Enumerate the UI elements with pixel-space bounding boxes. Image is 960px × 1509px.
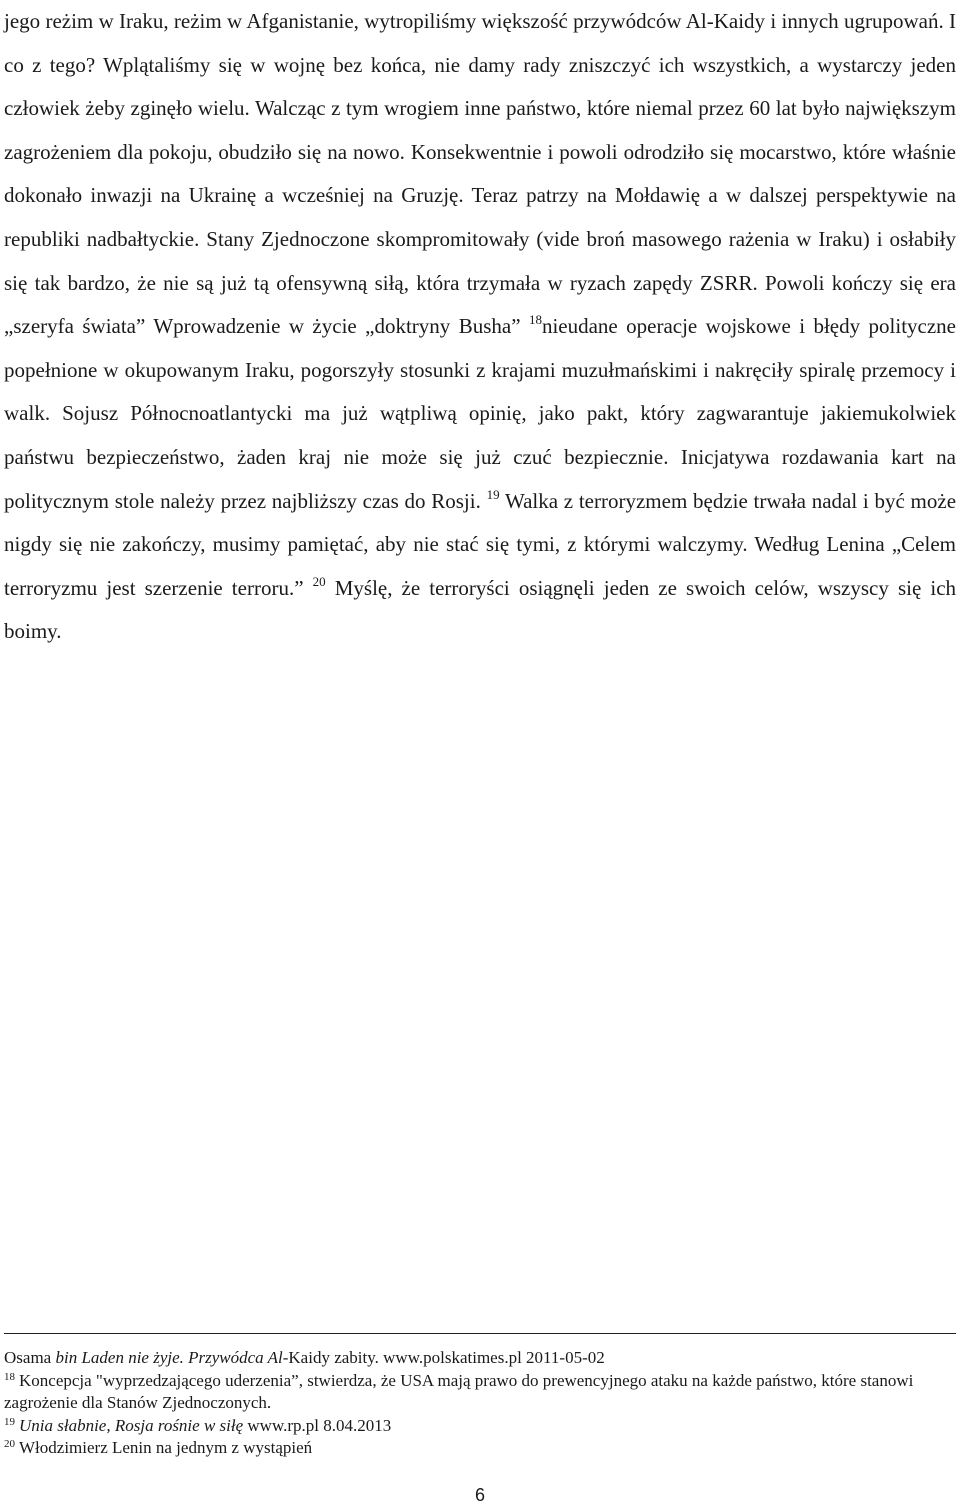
footnote-20: $^{20}$ Włodzimierz Lenin na jednym z wystąpień: [4, 1438, 313, 1457]
footnote-ref-20[interactable]: 20: [312, 573, 326, 589]
footnote-number: 18: [4, 1370, 15, 1383]
body-text-segment: Myślę, że terroryści osiągnęli jeden ze swoich celów, wszyscy się ich boimy.: [4, 575, 957, 644]
body-text-segment: nieudane operacje wojskowe i błędy polityczne popełnione w okupowanym Iraku, pogorszyły stosunki z krajami muzułmańskimi i nakręciły spiralę przemocy i walk. Sojusz Północnoatlantycki ma już wątpliwą opinię, jako pakt, który zagwarantuje jakiemukolwiek państwu bezpieczeństwo, żaden kraj nie może się już czuć bezpiecznie. Inicjatywa rozdawania kart na politycznym stole należy przez najbliższy czas do Rosji.: [4, 314, 957, 513]
footnote-ref-19[interactable]: 19: [486, 486, 500, 502]
page-number: 6: [474, 1485, 485, 1505]
body-text-segment: Walka z terroryzmem będzie trwała nadal i być może nigdy się nie zakończy, musimy pamiętać, aby nie stać się tymi, z którymi walczymy. Według Lenina „Celem terroryzmu jest szerzenie terroru.”: [4, 488, 957, 600]
footnote-separator: [4, 1333, 956, 1334]
footnote-17: Osama bin Laden nie żyje. Przywódca Al-Kaidy zabity. www.polskatimes.pl 2011-05-02: [4, 1348, 605, 1367]
body-paragraph: [4, 0, 956, 654]
footnote-number: 19: [4, 1415, 15, 1428]
footnote-18: $^{18}$ Koncepcja "wyprzedzającego uderzenia”, stwierdza, że USA mają prawo do prewencyjnego ataku na każde państwo, które stanowi zagrożenie dla Stanów Zjednoczonych.: [4, 1370, 914, 1412]
footnote-number: 20: [4, 1438, 15, 1450]
footnote-19: $^{19}$ Unia słabnie, Rosja rośnie w siłę www.rp.pl 8.04.2013: [4, 1415, 392, 1435]
body-text-segment: jego reżim w Iraku, reżim w Afganistanie, wytropiliśmy większość przywódców Al-Kaidy i innych ugrupowań. I co z tego? Wplątaliśmy się w wojnę bez końca, nie damy rady zniszczyć ich wszystkich, a wystarczy jeden człowiek żeby zginęło wielu. Walcząc z tym wrogiem inne państwo, które niemal przez 60 lat było największym zagrożeniem dla pokoju, obudziło się na nowo. Konsekwentnie i powoli odrodziło się mocarstwo, które właśnie dokonało inwazji na Ukrainę a wcześniej na Gruzję. Teraz patrzy na Mołdawię a w dalszej perspektywie na republiki nadbałtyckie. Stany Zjednoczone skompromitowały (vide broń masowego rażenia w Iraku) i osłabiły się tak bardzo, że nie są już tą ofensywną siłą, która trzymała w ryzach zapędy ZSRR. Powoli kończy się era „szeryfa świata” Wprowadzenie w życie „doktryny Busha”: [4, 9, 956, 339]
footnotes-section: [4, 1347, 944, 1460]
footnote-ref-18[interactable]: 18: [528, 312, 542, 328]
